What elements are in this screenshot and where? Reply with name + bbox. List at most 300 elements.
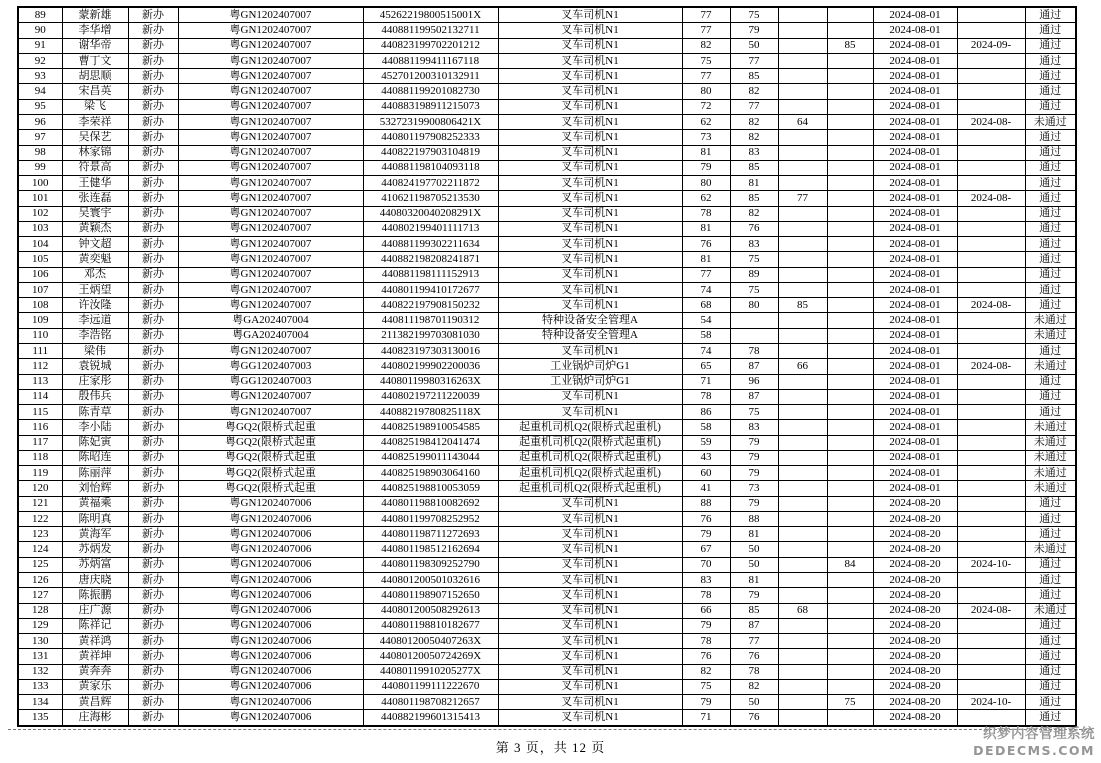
cell-plan-no: 粤GQ2(限桥式起重: [178, 435, 363, 450]
cell-apply-type: 新办: [128, 603, 178, 618]
cell-id-no: 440823199702201212: [363, 38, 498, 53]
cell-seq: 133: [18, 679, 62, 694]
cell-plan-no: 粤GN1202407007: [178, 237, 363, 252]
cell-seq: 107: [18, 282, 62, 297]
cell-retake-date: [957, 466, 1025, 481]
cell-job-type: 起重机司机Q2(限桥式起重机): [498, 450, 682, 465]
cell-job-type: 叉车司机N1: [498, 389, 682, 404]
cell-score3: [778, 221, 827, 236]
cell-exam-date: 2024-08-01: [873, 343, 957, 358]
cell-score2: 78: [730, 343, 778, 358]
table-row: [18, 649, 1076, 664]
cell-score4: [827, 420, 873, 435]
cell-score3: [778, 53, 827, 68]
cell-seq: 124: [18, 542, 62, 557]
cell-job-type: 叉车司机N1: [498, 130, 682, 145]
cell-seq: 114: [18, 389, 62, 404]
cell-score3: 66: [778, 359, 827, 374]
cell-score4: [827, 634, 873, 649]
cell-name: 李荣祥: [62, 115, 128, 130]
cell-name: 谢华帝: [62, 38, 128, 53]
cell-score2: 79: [730, 450, 778, 465]
cell-retake-date: [957, 69, 1025, 84]
cell-apply-type: 新办: [128, 298, 178, 313]
cell-score4: [827, 710, 873, 726]
cell-id-no: 44088219780825118X: [363, 405, 498, 420]
cell-score4: [827, 160, 873, 175]
cell-score2: 87: [730, 618, 778, 633]
cell-retake-date: [957, 389, 1025, 404]
cell-retake-date: [957, 130, 1025, 145]
cell-score3: [778, 130, 827, 145]
cell-job-type: 叉车司机N1: [498, 99, 682, 114]
cell-seq: 95: [18, 99, 62, 114]
cell-apply-type: 新办: [128, 130, 178, 145]
cell-id-no: 440881199411167118: [363, 53, 498, 68]
cell-plan-no: 粤GN1202407007: [178, 282, 363, 297]
cell-name: 王炳望: [62, 282, 128, 297]
cell-seq: 101: [18, 191, 62, 206]
cell-seq: 125: [18, 557, 62, 572]
cell-job-type: 起重机司机Q2(限桥式起重机): [498, 435, 682, 450]
cell-id-no: 440811198701190312: [363, 313, 498, 328]
cell-retake-date: [957, 542, 1025, 557]
cell-apply-type: 新办: [128, 496, 178, 511]
cell-score1: 77: [682, 267, 730, 282]
cell-apply-type: 新办: [128, 588, 178, 603]
cell-plan-no: 粤GQ2(限桥式起重: [178, 450, 363, 465]
cell-name: 黄福乘: [62, 496, 128, 511]
cell-score3: [778, 511, 827, 526]
cell-job-type: 叉车司机N1: [498, 405, 682, 420]
table-row: [18, 69, 1076, 84]
cell-score2: 50: [730, 38, 778, 53]
cell-score4: 75: [827, 695, 873, 710]
cell-result: 通过: [1025, 679, 1076, 694]
cell-score2: 82: [730, 115, 778, 130]
cell-score1: 79: [682, 618, 730, 633]
cell-id-no: 440881199201082730: [363, 84, 498, 99]
cell-name: 陈青草: [62, 405, 128, 420]
cell-score3: [778, 7, 827, 23]
cell-apply-type: 新办: [128, 7, 178, 23]
cell-name: 黄家乐: [62, 679, 128, 694]
cell-seq: 100: [18, 176, 62, 191]
cell-apply-type: 新办: [128, 450, 178, 465]
cell-score2: 83: [730, 420, 778, 435]
cell-score1: 71: [682, 374, 730, 389]
cell-score3: [778, 99, 827, 114]
cell-retake-date: [957, 405, 1025, 420]
cell-result: 通过: [1025, 634, 1076, 649]
cell-plan-no: 粤GN1202407007: [178, 389, 363, 404]
cell-result: 通过: [1025, 572, 1076, 587]
cell-score2: 76: [730, 221, 778, 236]
cell-seq: 103: [18, 221, 62, 236]
cell-score1: 41: [682, 481, 730, 496]
cell-seq: 105: [18, 252, 62, 267]
cell-score3: [778, 282, 827, 297]
cell-score2: 77: [730, 634, 778, 649]
cell-job-type: 叉车司机N1: [498, 221, 682, 236]
table-row: [18, 130, 1076, 145]
cell-name: 黄祥坤: [62, 649, 128, 664]
cell-name: 刘怡辉: [62, 481, 128, 496]
cell-plan-no: 粤GN1202407006: [178, 618, 363, 633]
cell-name: 陈昭连: [62, 450, 128, 465]
cell-score4: [827, 481, 873, 496]
cell-score3: [778, 237, 827, 252]
cell-name: 苏炳发: [62, 542, 128, 557]
cell-plan-no: 粤GN1202407007: [178, 53, 363, 68]
cell-plan-no: 粤GN1202407007: [178, 252, 363, 267]
cell-score1: 76: [682, 649, 730, 664]
cell-score2: 85: [730, 191, 778, 206]
cell-apply-type: 新办: [128, 481, 178, 496]
cell-retake-date: 2024-10-: [957, 557, 1025, 572]
cell-score3: 77: [778, 191, 827, 206]
cell-id-no: 440801198309252790: [363, 557, 498, 572]
table-row: [18, 481, 1076, 496]
cell-apply-type: 新办: [128, 145, 178, 160]
cell-score3: [778, 145, 827, 160]
cell-apply-type: 新办: [128, 206, 178, 221]
cell-score1: 60: [682, 466, 730, 481]
cell-job-type: 叉车司机N1: [498, 115, 682, 130]
cell-exam-date: 2024-08-20: [873, 664, 957, 679]
cell-job-type: 起重机司机Q2(限桥式起重机): [498, 466, 682, 481]
cell-exam-date: 2024-08-01: [873, 99, 957, 114]
cell-retake-date: [957, 237, 1025, 252]
cell-score2: 79: [730, 23, 778, 38]
cell-name: 梁飞: [62, 99, 128, 114]
cell-score3: [778, 695, 827, 710]
cell-score1: 54: [682, 313, 730, 328]
cell-id-no: 440883198911215073: [363, 99, 498, 114]
table-row: [18, 282, 1076, 297]
table-row: [18, 664, 1076, 679]
cell-score1: 81: [682, 221, 730, 236]
cell-name: 李小陆: [62, 420, 128, 435]
cell-job-type: 叉车司机N1: [498, 7, 682, 23]
cell-score4: [827, 389, 873, 404]
cell-retake-date: [957, 511, 1025, 526]
cell-plan-no: 粤GN1202407006: [178, 649, 363, 664]
cell-job-type: 叉车司机N1: [498, 206, 682, 221]
cell-score2: 96: [730, 374, 778, 389]
cell-retake-date: [957, 649, 1025, 664]
cell-score3: [778, 84, 827, 99]
cell-job-type: 叉车司机N1: [498, 710, 682, 726]
cell-score4: [827, 649, 873, 664]
cell-seq: 119: [18, 466, 62, 481]
cell-id-no: 440801198810082692: [363, 496, 498, 511]
cell-exam-date: 2024-08-01: [873, 176, 957, 191]
cell-name: 张连磊: [62, 191, 128, 206]
cell-exam-date: 2024-08-01: [873, 38, 957, 53]
cell-score3: [778, 405, 827, 420]
cell-job-type: 叉车司机N1: [498, 511, 682, 526]
cell-score2: 83: [730, 145, 778, 160]
cell-name: 李浩铭: [62, 328, 128, 343]
cell-id-no: 440801198512162694: [363, 542, 498, 557]
table-row: [18, 420, 1076, 435]
cell-score1: 75: [682, 53, 730, 68]
cell-retake-date: [957, 221, 1025, 236]
cell-score1: 79: [682, 527, 730, 542]
cell-name: 邓杰: [62, 267, 128, 282]
cell-result: 通过: [1025, 130, 1076, 145]
cell-result: 通过: [1025, 298, 1076, 313]
cell-job-type: 叉车司机N1: [498, 496, 682, 511]
cell-exam-date: 2024-08-01: [873, 84, 957, 99]
cell-seq: 116: [18, 420, 62, 435]
cell-retake-date: [957, 23, 1025, 38]
cell-score1: 74: [682, 282, 730, 297]
cell-plan-no: 粤GQ2(限桥式起重: [178, 420, 363, 435]
cell-result: 通过: [1025, 710, 1076, 726]
table-row: [18, 206, 1076, 221]
cell-score1: 88: [682, 496, 730, 511]
cell-score4: [827, 435, 873, 450]
cell-score4: [827, 496, 873, 511]
table-row: [18, 389, 1076, 404]
cell-id-no: 44080119910205277X: [363, 664, 498, 679]
cell-name: 黄昌辉: [62, 695, 128, 710]
cell-score2: 82: [730, 206, 778, 221]
cell-name: 符景高: [62, 160, 128, 175]
cell-score1: 82: [682, 664, 730, 679]
cell-id-no: 440801199111222670: [363, 679, 498, 694]
cell-apply-type: 新办: [128, 389, 178, 404]
cell-score3: [778, 328, 827, 343]
cell-retake-date: [957, 252, 1025, 267]
cell-id-no: 440801199410172677: [363, 282, 498, 297]
cell-score4: 85: [827, 38, 873, 53]
cell-score4: [827, 664, 873, 679]
cell-score3: [778, 69, 827, 84]
cell-job-type: 叉车司机N1: [498, 603, 682, 618]
cell-score1: 66: [682, 603, 730, 618]
cell-job-type: 叉车司机N1: [498, 160, 682, 175]
cell-retake-date: [957, 435, 1025, 450]
cell-exam-date: 2024-08-01: [873, 435, 957, 450]
cell-score2: 50: [730, 557, 778, 572]
cell-seq: 129: [18, 618, 62, 633]
cell-id-no: 440825198910054585: [363, 420, 498, 435]
cell-score2: 85: [730, 603, 778, 618]
cell-retake-date: 2024-08-: [957, 115, 1025, 130]
cell-retake-date: [957, 710, 1025, 726]
cell-score2: 82: [730, 679, 778, 694]
cell-apply-type: 新办: [128, 710, 178, 726]
cell-apply-type: 新办: [128, 115, 178, 130]
cell-seq: 130: [18, 634, 62, 649]
cell-id-no: 44080119980316263X: [363, 374, 498, 389]
cell-score4: [827, 7, 873, 23]
cell-name: 李远道: [62, 313, 128, 328]
cell-exam-date: 2024-08-01: [873, 130, 957, 145]
cell-result: 通过: [1025, 557, 1076, 572]
cell-retake-date: [957, 420, 1025, 435]
table-row: [18, 237, 1076, 252]
cell-seq: 102: [18, 206, 62, 221]
cell-name: 李华增: [62, 23, 128, 38]
cell-result: 通过: [1025, 282, 1076, 297]
cell-name: 吴保艺: [62, 130, 128, 145]
cell-score4: [827, 679, 873, 694]
cell-job-type: 叉车司机N1: [498, 679, 682, 694]
cell-job-type: 叉车司机N1: [498, 38, 682, 53]
cell-job-type: 叉车司机N1: [498, 237, 682, 252]
table-row: [18, 145, 1076, 160]
cell-seq: 123: [18, 527, 62, 542]
table-row: [18, 450, 1076, 465]
cell-seq: 112: [18, 359, 62, 374]
table-row: [18, 267, 1076, 282]
cell-score1: 78: [682, 206, 730, 221]
cell-id-no: 440881199302211634: [363, 237, 498, 252]
cell-score4: 84: [827, 557, 873, 572]
cell-score2: 83: [730, 237, 778, 252]
cell-plan-no: 粤GN1202407007: [178, 191, 363, 206]
cell-score1: 80: [682, 84, 730, 99]
cell-plan-no: 粤GN1202407007: [178, 221, 363, 236]
cell-plan-no: 粤GN1202407006: [178, 710, 363, 726]
cell-name: 曹丁文: [62, 53, 128, 68]
cell-id-no: 45262219800515001X: [363, 7, 498, 23]
cell-exam-date: 2024-08-20: [873, 634, 957, 649]
cell-result: 未通过: [1025, 420, 1076, 435]
cell-score1: 76: [682, 237, 730, 252]
cell-result: 通过: [1025, 38, 1076, 53]
cell-seq: 135: [18, 710, 62, 726]
cell-name: 殷伟兵: [62, 389, 128, 404]
cell-score3: [778, 664, 827, 679]
cell-retake-date: [957, 572, 1025, 587]
cell-name: 陈明真: [62, 511, 128, 526]
page-number-text: 第 3 页，共 12 页: [495, 740, 606, 755]
cell-plan-no: 粤GG1202407003: [178, 374, 363, 389]
cell-plan-no: 粤GN1202407007: [178, 176, 363, 191]
cell-score4: [827, 343, 873, 358]
cell-score2: 78: [730, 664, 778, 679]
cell-exam-date: 2024-08-20: [873, 695, 957, 710]
cell-name: 胡思顺: [62, 69, 128, 84]
cell-apply-type: 新办: [128, 160, 178, 175]
cell-plan-no: 粤GN1202407007: [178, 298, 363, 313]
cell-plan-no: 粤GA202407004: [178, 328, 363, 343]
cell-job-type: 叉车司机N1: [498, 145, 682, 160]
table-row: [18, 405, 1076, 420]
cell-apply-type: 新办: [128, 374, 178, 389]
watermark-cn-text: 织梦内容管理系统: [983, 726, 1095, 741]
table-row: [18, 511, 1076, 526]
cell-exam-date: 2024-08-01: [873, 191, 957, 206]
cell-result: 通过: [1025, 84, 1076, 99]
cell-score2: 76: [730, 649, 778, 664]
cell-seq: 118: [18, 450, 62, 465]
table-row: [18, 588, 1076, 603]
cell-score1: 68: [682, 298, 730, 313]
cell-retake-date: 2024-08-: [957, 603, 1025, 618]
cell-score2: 87: [730, 389, 778, 404]
cell-score3: [778, 389, 827, 404]
cell-seq: 108: [18, 298, 62, 313]
cell-result: 通过: [1025, 252, 1076, 267]
cell-plan-no: 粤GN1202407007: [178, 130, 363, 145]
cell-name: 庄海彬: [62, 710, 128, 726]
cell-score4: [827, 23, 873, 38]
cell-score1: 65: [682, 359, 730, 374]
cell-score1: 70: [682, 557, 730, 572]
cell-result: 通过: [1025, 527, 1076, 542]
cell-score2: 82: [730, 84, 778, 99]
cell-exam-date: 2024-08-01: [873, 7, 957, 23]
cell-apply-type: 新办: [128, 176, 178, 191]
cell-seq: 99: [18, 160, 62, 175]
table-row: [18, 328, 1076, 343]
cell-plan-no: 粤GN1202407006: [178, 588, 363, 603]
cell-score2: 79: [730, 466, 778, 481]
cell-score3: [778, 710, 827, 726]
cell-seq: 127: [18, 588, 62, 603]
cell-score2: 79: [730, 588, 778, 603]
cell-apply-type: 新办: [128, 634, 178, 649]
cell-score1: 81: [682, 252, 730, 267]
cell-apply-type: 新办: [128, 23, 178, 38]
cell-score1: 82: [682, 38, 730, 53]
cell-result: 通过: [1025, 343, 1076, 358]
cell-result: 通过: [1025, 588, 1076, 603]
cell-exam-date: 2024-08-01: [873, 282, 957, 297]
dedecms-watermark: [973, 726, 1095, 759]
cell-apply-type: 新办: [128, 237, 178, 252]
cell-id-no: 440802199902200036: [363, 359, 498, 374]
cell-apply-type: 新办: [128, 679, 178, 694]
cell-plan-no: 粤GN1202407006: [178, 572, 363, 587]
cell-exam-date: 2024-08-01: [873, 313, 957, 328]
cell-score4: [827, 313, 873, 328]
cell-plan-no: 粤GN1202407006: [178, 527, 363, 542]
cell-apply-type: 新办: [128, 359, 178, 374]
cell-retake-date: 2024-10-: [957, 695, 1025, 710]
cell-score1: 71: [682, 710, 730, 726]
cell-score4: [827, 53, 873, 68]
table-row: [18, 359, 1076, 374]
cell-score3: [778, 634, 827, 649]
cell-apply-type: 新办: [128, 420, 178, 435]
cell-exam-date: 2024-08-01: [873, 450, 957, 465]
table-row: [18, 176, 1076, 191]
cell-exam-date: 2024-08-01: [873, 328, 957, 343]
table-row: [18, 99, 1076, 114]
cell-retake-date: 2024-08-: [957, 359, 1025, 374]
cell-seq: 132: [18, 664, 62, 679]
cell-score3: [778, 496, 827, 511]
cell-apply-type: 新办: [128, 191, 178, 206]
cell-job-type: 起重机司机Q2(限桥式起重机): [498, 420, 682, 435]
cell-id-no: 440801198810182677: [363, 618, 498, 633]
cell-score4: [827, 466, 873, 481]
cell-score2: 80: [730, 298, 778, 313]
cell-exam-date: 2024-08-01: [873, 374, 957, 389]
cell-plan-no: 粤GQ2(限桥式起重: [178, 481, 363, 496]
cell-retake-date: [957, 374, 1025, 389]
cell-result: 通过: [1025, 496, 1076, 511]
cell-exam-date: 2024-08-01: [873, 145, 957, 160]
cell-score1: 78: [682, 588, 730, 603]
